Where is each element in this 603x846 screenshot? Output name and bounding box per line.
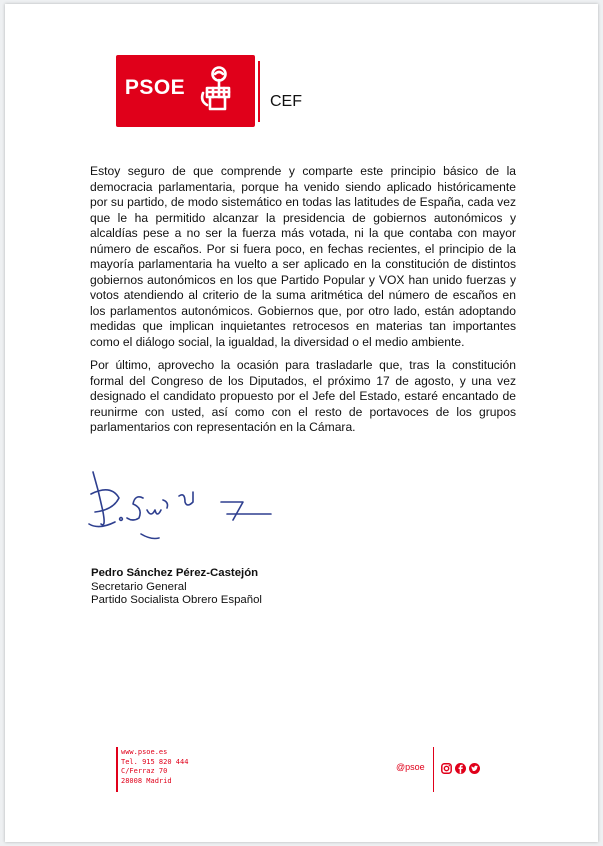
logo-divider <box>258 61 260 122</box>
paragraph: Estoy seguro de que comprende y comparte este principio básico de la democracia parlamentaria, porque ha venido siendo aplicado históricamente por su partido, de modo sistemático en todas las latitudes de España, cada vez que le ha permitido alcanzar la presidencia de gobiernos autonómicos y alcaldías pese a no ser la fuerza más votada, ni la que contaba con mayor número de escaños. Por si fuera poco, en fechas recientes, el principio de la mayoría parlamentaria ha vuelto a ser aplicado en la constitución de distintos gobiernos autonómicos en los que Partido Popular y VOX han unido fuerzas y votos atendiendo al criterio de la suma aritmética del número de escaños en los parlamentos autonómicos. Gobiernos que, por otro lado, están adoptando medidas que implican inquietantes retrocesos en materias tan importantes como el diálogo social, la igualdad, la diversidad o el medio ambiente. <box>90 164 516 349</box>
instagram-icon[interactable] <box>441 763 452 774</box>
signer-title: Secretario General <box>91 580 187 593</box>
footer-phone: Tel. 915 820 444 <box>121 757 189 766</box>
org-label: CEF <box>270 93 302 110</box>
footer-divider <box>433 747 434 792</box>
paragraph: Por último, aprovecho la ocasión para trasladarle que, tras la constitución formal del Congreso de los Diputados, el próximo 17 de agosto, y una vez designado el candidato propuesto por el Jefe del Estado, estaré encantado de reunirme con usted, así como con el resto de portavoces de los grupos parlamentarios con representación en la Cámara. <box>90 358 516 434</box>
letter-page <box>5 4 598 842</box>
footer-website[interactable]: www.psoe.es <box>121 748 168 756</box>
signer-block <box>91 567 262 608</box>
facebook-icon[interactable] <box>455 763 466 774</box>
handwritten-signature <box>81 464 276 549</box>
signer-organization: Partido Socialista Obrero Español <box>91 594 262 607</box>
footer-contact <box>121 748 188 786</box>
social-handle[interactable]: @psoe <box>396 762 425 772</box>
footer-city: 28008 Madrid <box>121 776 172 785</box>
fist-and-rose-icon <box>198 65 238 117</box>
signer-name: Pedro Sánchez Pérez-Castejón <box>91 567 259 579</box>
footer-accent-bar <box>116 747 118 792</box>
twitter-icon[interactable] <box>469 763 480 774</box>
footer-street: C/Ferraz 70 <box>121 767 168 776</box>
logo-wordmark: PSOE <box>124 76 186 99</box>
letter-body <box>90 164 516 444</box>
psoe-logo <box>116 55 255 127</box>
